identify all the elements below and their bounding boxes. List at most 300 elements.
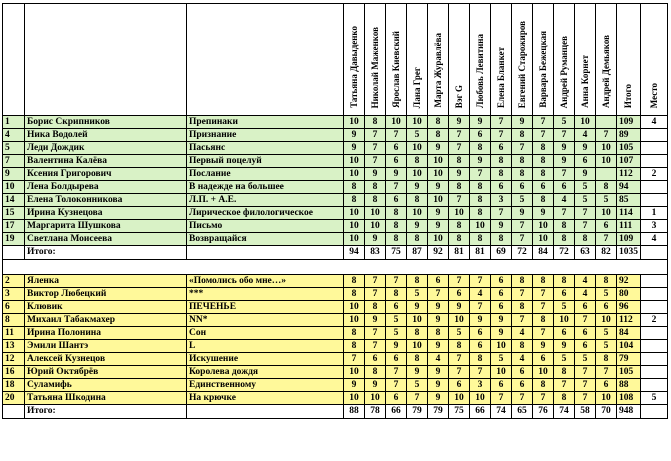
judge-total: 75 (386, 246, 407, 260)
judge-score: 9 (428, 379, 449, 392)
judge-score: 9 (344, 379, 365, 392)
judge-score: 10 (407, 314, 428, 327)
separator-cell (596, 260, 617, 275)
judge-score: 7 (554, 168, 575, 181)
entry-number: 1 (3, 116, 25, 129)
judge-total: 81 (470, 246, 491, 260)
judge-score: 10 (344, 366, 365, 379)
judge-score: 8 (449, 220, 470, 233)
author-name: Ксения Григорович (25, 168, 187, 181)
separator-cell (575, 260, 596, 275)
judge-score: 6 (596, 301, 617, 314)
judge-score: 7 (449, 194, 470, 207)
judge-score: 7 (407, 392, 428, 405)
judge-score: 9 (365, 168, 386, 181)
judge-score: 6 (470, 340, 491, 353)
judge-score: 9 (554, 142, 575, 155)
judge-score: 8 (344, 275, 365, 288)
poem-title: Лирическое филологическое (187, 207, 344, 220)
judge-score: 7 (575, 314, 596, 327)
place-cell (641, 340, 668, 353)
poem-title: ПЕЧЕНЬЕ (187, 301, 344, 314)
author-name: Алексей Кузнецов (25, 353, 187, 366)
place-cell (641, 353, 668, 366)
judge-score: 9 (449, 168, 470, 181)
total-header-label: Итого (623, 83, 633, 108)
judge-score: 6 (596, 379, 617, 392)
total-score: 96 (617, 301, 641, 314)
judge-name: Ярослав Киевский (390, 31, 401, 108)
judge-total: 58 (575, 405, 596, 419)
judge-score: 10 (533, 220, 554, 233)
poem-title: Первый поцелуй (187, 155, 344, 168)
judge-score: 10 (470, 392, 491, 405)
participant-row (3, 288, 668, 301)
judge-score: 9 (491, 327, 512, 340)
judge-score: 10 (449, 392, 470, 405)
totals-blank-title (187, 405, 344, 419)
total-score: 108 (617, 392, 641, 405)
place-cell (641, 366, 668, 379)
judge-score: 6 (596, 220, 617, 233)
judge-score: 9 (407, 366, 428, 379)
totals-place-blank (641, 405, 668, 419)
poem-title: Искушение (187, 353, 344, 366)
judge-header (407, 4, 428, 116)
judge-score: 8 (344, 288, 365, 301)
judge-score: 10 (428, 168, 449, 181)
judge-score: 5 (596, 288, 617, 301)
judge-score: 6 (449, 379, 470, 392)
judge-score: 7 (512, 392, 533, 405)
judge-score: 9 (344, 129, 365, 142)
judge-score: 7 (470, 168, 491, 181)
total-score: 94 (617, 181, 641, 194)
judge-score: 10 (344, 155, 365, 168)
author-name: Михаил Табакмахер (25, 314, 187, 327)
judge-total: 66 (470, 405, 491, 419)
total-score: 88 (617, 379, 641, 392)
judge-score: 5 (554, 301, 575, 314)
judge-header (575, 4, 596, 116)
judge-score: 7 (512, 288, 533, 301)
judge-score: 4 (428, 353, 449, 366)
judge-score: 7 (470, 366, 491, 379)
totals-row (3, 405, 668, 419)
judge-score: 7 (470, 301, 491, 314)
judge-name: Татьяна Давыденко (348, 26, 359, 108)
judge-score: 10 (344, 207, 365, 220)
judge-total: 69 (491, 246, 512, 260)
judge-score: 5 (554, 116, 575, 129)
judge-score: 9 (470, 314, 491, 327)
author-name: Валентина Калёва (25, 155, 187, 168)
judge-score: 8 (407, 233, 428, 246)
participant-row (3, 366, 668, 379)
author-name: Татьяна Шкодина (25, 392, 187, 405)
judge-score: 8 (407, 194, 428, 207)
judge-score: 4 (512, 327, 533, 340)
judge-score: 6 (575, 327, 596, 340)
participant-row (3, 129, 668, 142)
judge-score: 8 (365, 366, 386, 379)
judge-score: 10 (344, 301, 365, 314)
participant-row (3, 168, 668, 181)
judge-score: 6 (512, 379, 533, 392)
judge-score: 6 (470, 327, 491, 340)
judge-score: 7 (386, 181, 407, 194)
separator-cell (3, 260, 25, 275)
judge-score: 6 (491, 142, 512, 155)
judge-score: 9 (512, 116, 533, 129)
judge-total: 87 (407, 246, 428, 260)
judge-score: 7 (575, 392, 596, 405)
judge-score: 7 (554, 207, 575, 220)
header-blank-title (187, 4, 344, 116)
total-score: 109 (617, 233, 641, 246)
place-cell (641, 379, 668, 392)
entry-number: 3 (3, 288, 25, 301)
judge-score: 9 (449, 301, 470, 314)
entry-number: 7 (3, 155, 25, 168)
separator-cell (386, 260, 407, 275)
judge-score: 8 (491, 168, 512, 181)
author-name: Леди Дождик (25, 142, 187, 155)
judge-score: 6 (491, 379, 512, 392)
judge-name: Лана Грег (411, 66, 422, 108)
total-score: 105 (617, 366, 641, 379)
poem-title: Признание (187, 129, 344, 142)
totals-row (3, 246, 668, 260)
judge-total: 94 (344, 246, 365, 260)
judge-total: 79 (407, 405, 428, 419)
judge-score: 7 (428, 288, 449, 301)
totals-blank-title (187, 246, 344, 260)
total-score: 112 (617, 314, 641, 327)
participant-row (3, 327, 668, 340)
judge-total: 66 (386, 405, 407, 419)
place-cell (641, 129, 668, 142)
judge-score: 8 (470, 194, 491, 207)
judge-total: 70 (596, 405, 617, 419)
author-name: Маргарита Шушкова (25, 220, 187, 233)
judge-score: 5 (407, 288, 428, 301)
judge-total: 72 (554, 246, 575, 260)
judge-score: 10 (344, 168, 365, 181)
separator-cell (449, 260, 470, 275)
judge-score: 7 (386, 275, 407, 288)
judge-header (596, 4, 617, 116)
judge-score: 4 (512, 353, 533, 366)
judge-score: 6 (512, 181, 533, 194)
judge-score: 9 (491, 220, 512, 233)
separator-cell (554, 260, 575, 275)
header-blank-name (25, 4, 187, 116)
judge-score: 9 (428, 301, 449, 314)
judge-score: 7 (365, 340, 386, 353)
judge-score: 6 (512, 366, 533, 379)
judge-score: 7 (533, 301, 554, 314)
separator-cell (641, 260, 668, 275)
judge-score: 8 (533, 142, 554, 155)
judge-score: 10 (407, 116, 428, 129)
participant-row (3, 314, 668, 327)
judge-score: 10 (554, 314, 575, 327)
totals-label: Итого: (25, 405, 187, 419)
judge-score: 9 (428, 366, 449, 379)
participant-row (3, 181, 668, 194)
judge-header (512, 4, 533, 116)
judge-header (449, 4, 470, 116)
entry-number: 9 (3, 168, 25, 181)
judge-score: 8 (365, 301, 386, 314)
judge-score: 6 (386, 353, 407, 366)
judge-name: Евгений Старожиров (516, 20, 527, 108)
judge-score (596, 168, 617, 181)
entry-number: 6 (3, 301, 25, 314)
judge-score: 8 (575, 233, 596, 246)
judge-score: 5 (596, 327, 617, 340)
judge-name: Любовь Левитина (474, 33, 485, 108)
judge-score: 8 (407, 353, 428, 366)
author-name: Суламифь (25, 379, 187, 392)
judge-score (596, 116, 617, 129)
judge-score: 7 (365, 327, 386, 340)
judge-score: 8 (491, 233, 512, 246)
place-header-label: Место (648, 82, 659, 108)
judge-header (491, 4, 512, 116)
judge-score: 9 (365, 314, 386, 327)
entry-number: 2 (3, 275, 25, 288)
judge-score: 10 (344, 220, 365, 233)
poem-title: Препинаки (187, 116, 344, 129)
judge-score: 7 (365, 129, 386, 142)
judge-score: 9 (470, 155, 491, 168)
author-name: Ирина Кузнецова (25, 207, 187, 220)
entry-number: 17 (3, 220, 25, 233)
judge-score: 7 (575, 207, 596, 220)
separator-cell (470, 260, 491, 275)
judge-score: 9 (428, 181, 449, 194)
judge-score: 9 (407, 220, 428, 233)
judge-score: 6 (533, 181, 554, 194)
judge-score: 5 (575, 194, 596, 207)
totals-blank (3, 405, 25, 419)
entry-number: 11 (3, 327, 25, 340)
author-name: Ирина Полонина (25, 327, 187, 340)
judge-header (344, 4, 365, 116)
judge-score: 10 (491, 340, 512, 353)
judge-score: 10 (596, 392, 617, 405)
judge-score: 6 (365, 353, 386, 366)
judge-score: 7 (533, 129, 554, 142)
judge-score: 6 (470, 129, 491, 142)
judge-score: 9 (428, 340, 449, 353)
judge-score: 6 (386, 392, 407, 405)
judge-total: 65 (512, 405, 533, 419)
judge-score: 10 (344, 314, 365, 327)
entry-number: 19 (3, 233, 25, 246)
judge-score: 5 (554, 353, 575, 366)
judge-score: 10 (596, 142, 617, 155)
judge-name: Анна Корнет (579, 55, 590, 108)
judge-score: 9 (449, 116, 470, 129)
place-cell (641, 194, 668, 207)
judge-score: 8 (512, 340, 533, 353)
judge-total: 84 (533, 246, 554, 260)
entry-number: 10 (3, 181, 25, 194)
judge-score: 8 (491, 155, 512, 168)
participant-row (3, 301, 668, 314)
poem-title: Королева дождя (187, 366, 344, 379)
grand-total: 948 (617, 405, 641, 419)
separator-cell (512, 260, 533, 275)
place-cell (641, 301, 668, 314)
place-cell: 2 (641, 168, 668, 181)
judge-score: 9 (554, 340, 575, 353)
judge-score: 7 (449, 353, 470, 366)
judge-score: 8 (470, 233, 491, 246)
participant-row (3, 116, 668, 129)
judge-score: 4 (575, 129, 596, 142)
total-score: 85 (617, 194, 641, 207)
judge-score: 8 (596, 181, 617, 194)
judge-score: 7 (449, 129, 470, 142)
judge-score: 6 (386, 301, 407, 314)
judge-header (554, 4, 575, 116)
judge-score: 7 (533, 288, 554, 301)
separator-cell (407, 260, 428, 275)
judge-score: 6 (491, 275, 512, 288)
judge-score: 9 (365, 233, 386, 246)
judge-score: 10 (470, 220, 491, 233)
judge-score: 5 (491, 353, 512, 366)
judge-score: 7 (554, 129, 575, 142)
judge-score: 9 (575, 168, 596, 181)
judge-score: 8 (470, 353, 491, 366)
total-score: 105 (617, 142, 641, 155)
judge-score: 8 (512, 301, 533, 314)
total-score: 109 (617, 116, 641, 129)
judge-score: 8 (407, 327, 428, 340)
author-name: Светлана Моисеева (25, 233, 187, 246)
judge-score: 7 (449, 275, 470, 288)
separator-cell (617, 260, 641, 275)
judge-score: 10 (344, 233, 365, 246)
judge-score: 8 (386, 288, 407, 301)
judge-total: 79 (428, 405, 449, 419)
judge-score: 10 (407, 207, 428, 220)
judge-score: 8 (533, 155, 554, 168)
judge-score: 6 (491, 288, 512, 301)
judge-score: 9 (386, 168, 407, 181)
participant-row (3, 340, 668, 353)
judge-score: 9 (428, 392, 449, 405)
judge-score: 10 (596, 207, 617, 220)
entry-number: 14 (3, 194, 25, 207)
poem-title: Послание (187, 168, 344, 181)
judge-score: 8 (554, 233, 575, 246)
poem-title: Возвращайся (187, 233, 344, 246)
judge-score: 8 (596, 353, 617, 366)
judge-score: 8 (407, 155, 428, 168)
place-cell: 4 (641, 116, 668, 129)
judge-score: 8 (449, 233, 470, 246)
judge-score: 6 (449, 288, 470, 301)
judge-score: 7 (491, 129, 512, 142)
place-cell (641, 181, 668, 194)
judge-score: 10 (365, 207, 386, 220)
judge-score: 9 (428, 142, 449, 155)
judge-score: 9 (407, 301, 428, 314)
judge-score: 7 (344, 353, 365, 366)
participant-row (3, 220, 668, 233)
judge-score: 10 (449, 314, 470, 327)
poem-title: На крючке (187, 392, 344, 405)
judge-score: 7 (575, 220, 596, 233)
judge-score: 7 (470, 275, 491, 288)
participant-row (3, 207, 668, 220)
judge-score: 9 (491, 314, 512, 327)
judge-score: 7 (491, 392, 512, 405)
judge-score: 7 (512, 314, 533, 327)
judge-score: 10 (428, 155, 449, 168)
judge-score: 6 (554, 288, 575, 301)
judge-score: 8 (449, 181, 470, 194)
judge-header (386, 4, 407, 116)
place-cell: 2 (641, 314, 668, 327)
entry-number: 16 (3, 366, 25, 379)
judge-score: 8 (533, 379, 554, 392)
grand-total: 1035 (617, 246, 641, 260)
judge-score: 6 (533, 353, 554, 366)
place-cell: 3 (641, 220, 668, 233)
judge-score: 8 (386, 207, 407, 220)
separator-cell (25, 260, 187, 275)
poem-title: Единственному (187, 379, 344, 392)
judge-total: 63 (575, 246, 596, 260)
judge-score: 7 (365, 155, 386, 168)
judge-total: 92 (428, 246, 449, 260)
poem-title: Письмо (187, 220, 344, 233)
judge-score: 6 (386, 194, 407, 207)
judge-score: 8 (512, 168, 533, 181)
total-score: 112 (617, 168, 641, 181)
judge-score: 7 (533, 116, 554, 129)
judge-score: 9 (365, 379, 386, 392)
judge-score: 9 (533, 207, 554, 220)
judge-score: 8 (533, 314, 554, 327)
total-header (617, 4, 641, 116)
judge-score: 8 (533, 275, 554, 288)
poem-title: NN* (187, 314, 344, 327)
judge-score: 10 (533, 233, 554, 246)
judge-score: 4 (575, 275, 596, 288)
judge-score: 10 (407, 142, 428, 155)
author-name: Лена Болдырева (25, 181, 187, 194)
judge-score: 8 (344, 340, 365, 353)
judge-score: 10 (365, 220, 386, 233)
judge-score: 8 (428, 116, 449, 129)
participant-row (3, 379, 668, 392)
judge-score: 5 (512, 194, 533, 207)
header-blank-num (3, 4, 25, 116)
judge-score: 6 (575, 340, 596, 353)
judge-score: 7 (596, 233, 617, 246)
place-cell: 5 (641, 392, 668, 405)
judge-score: 10 (575, 116, 596, 129)
judge-score: 10 (386, 116, 407, 129)
